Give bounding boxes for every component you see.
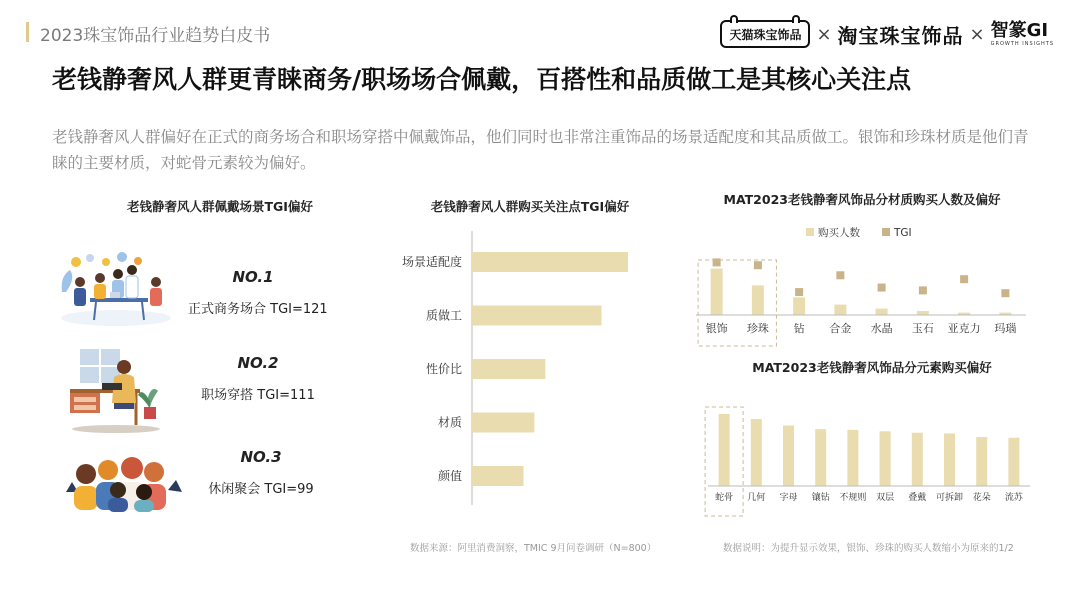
category-label: 几何 [747, 493, 766, 503]
category-label: 银饰 [705, 322, 728, 335]
casual-party-illustration [60, 452, 185, 514]
separator-icon: × [816, 23, 832, 45]
category-label: 蛇骨 [715, 493, 734, 503]
data-source-note: 数据来源：阿里消费洞察，TMIC 9月问卷调研（N=800） [410, 543, 657, 554]
bar [472, 252, 628, 272]
tgi-marker [960, 275, 968, 283]
category-label: 场景适配度 [401, 255, 462, 269]
category-label: 玛瑙 [994, 322, 1017, 335]
tgi-marker [878, 284, 886, 292]
category-label: 叠戴 [908, 493, 927, 503]
page-title: 老钱静奢风人群更青睐商务/职场场合佩戴，百搭性和品质做工是其核心关注点 [52, 65, 912, 94]
taobao-logo: 淘宝珠宝饰品 [837, 23, 964, 48]
legend-label: 购买人数 [818, 227, 860, 239]
category-label: 珍珠 [746, 322, 769, 335]
business-meeting-illustration [56, 248, 176, 328]
scene-rank-3: NO.3 休闲聚会 TGI=99 [208, 448, 314, 497]
legend-swatch [882, 228, 890, 236]
tgi-marker [836, 271, 844, 279]
bar [1008, 438, 1019, 486]
category-label: 水晶 [870, 322, 893, 335]
material-chart-title: MAT2023老钱静奢风饰品分材质购买人数及偏好 [723, 192, 1001, 207]
bar [472, 359, 545, 379]
data-explanation-note: 数据说明：为提升显示效果，银饰、珍珠的购买人数缩小为原来的1/2 [723, 543, 1014, 554]
bar [912, 433, 923, 486]
category-label: 颜值 [437, 469, 462, 483]
category-label: 合金 [829, 322, 852, 335]
bar [719, 414, 730, 486]
bar [472, 466, 523, 486]
bar [976, 437, 987, 486]
page-description: 老钱静奢风人群偏好在正式的商务场合和职场穿搭中佩戴饰品，他们同时也非常注重饰品的场景适配度和其品质做工。银饰和珍珠材质是他们青睐的主要材质，对蛇骨元素较为偏好。 [52, 128, 1029, 172]
header-accent-bar [26, 22, 29, 42]
scene-panel-title: 老钱静奢风人群佩戴场景TGI偏好 [127, 199, 313, 214]
category-label: 材质 [437, 415, 462, 430]
population-bar [711, 269, 723, 315]
bar [880, 431, 891, 486]
legend-swatch [806, 228, 814, 236]
category-label: 流苏 [1004, 493, 1023, 503]
bar [847, 430, 858, 486]
tgi-marker [795, 288, 803, 296]
population-bar [876, 309, 888, 315]
population-bar [793, 297, 805, 315]
bar [783, 426, 794, 486]
bar [815, 429, 826, 486]
brand-logos [720, 14, 1054, 54]
category-label: 质做工 [425, 308, 462, 323]
category-label: 玉石 [911, 322, 934, 335]
category-label: 亚克力 [947, 322, 981, 335]
category-label: 钻 [793, 322, 805, 335]
focus-points-bar-chart [370, 225, 670, 515]
separator-icon: × [969, 23, 985, 45]
population-bar [834, 305, 846, 315]
scene-rank-2: NO.2 职场穿搭 TGI=111 [201, 354, 315, 403]
material-combo-chart [690, 224, 1035, 354]
bar [472, 306, 601, 326]
report-title: 2023珠宝饰品行业趋势白皮书 [40, 26, 271, 46]
category-label: 字母 [779, 493, 798, 503]
population-bar [752, 285, 764, 315]
category-label: 双层 [876, 493, 895, 503]
tgi-marker [919, 286, 927, 294]
tmall-logo: 天猫珠宝饰品 [720, 20, 810, 48]
category-label: 性价比 [425, 362, 462, 376]
category-label: 可拆卸 [935, 493, 964, 503]
tgi-marker [1001, 289, 1009, 297]
bar [944, 433, 955, 486]
element-chart-title: MAT2023老钱静奢风饰品分元素购买偏好 [752, 360, 992, 375]
zhizhuan-logo: 智篆GI GROWTH INSIGHTS [990, 19, 1054, 47]
category-label: 不规则 [839, 493, 867, 503]
legend-label: TGI [894, 227, 912, 239]
tgi-marker [754, 261, 762, 269]
category-label: 花朵 [972, 493, 991, 503]
bar [472, 413, 534, 433]
population-bar [917, 311, 929, 315]
element-bar-chart [690, 400, 1035, 522]
focus-chart-title: 老钱静奢风人群购买关注点TGI偏好 [430, 199, 630, 214]
bar [751, 419, 762, 486]
legend [806, 226, 912, 239]
scene-rank-1: NO.1 正式商务场合 TGI=121 [188, 268, 328, 317]
office-work-illustration [66, 345, 166, 435]
category-label: 镶钻 [811, 493, 830, 503]
